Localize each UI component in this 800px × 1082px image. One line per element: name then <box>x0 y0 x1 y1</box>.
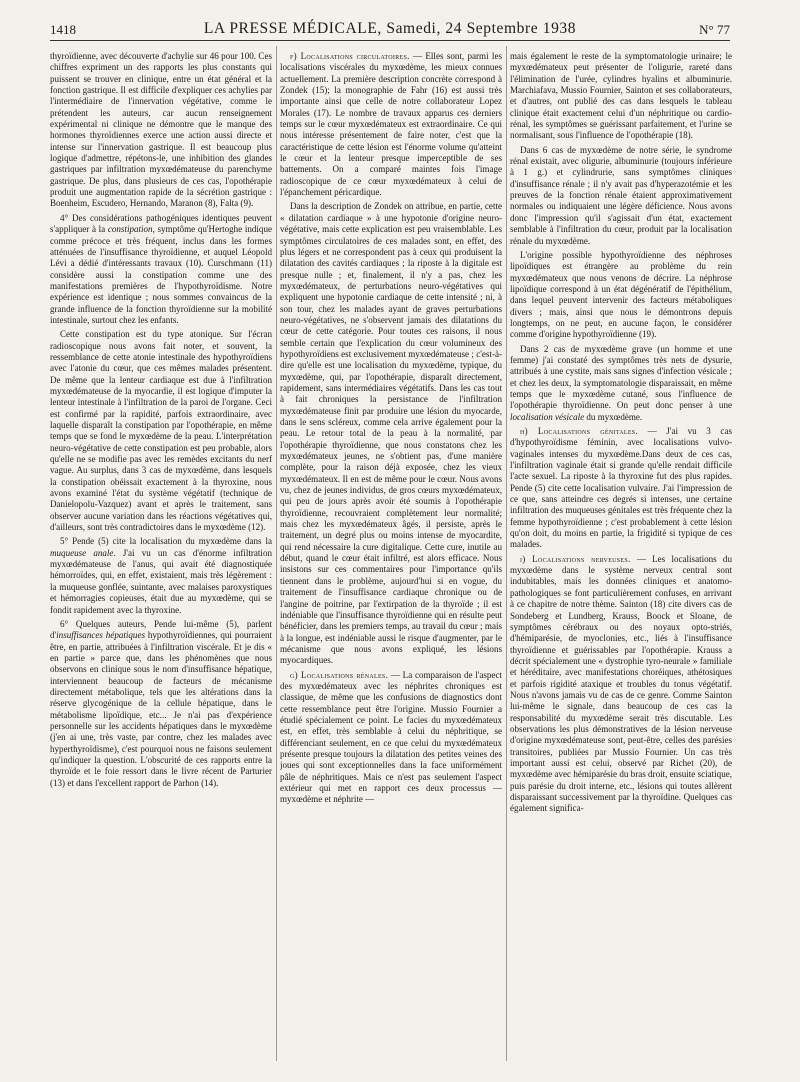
section-paragraph: i) Localisations nerveuses. — Les localisations du myxœdème dans le système nerveux central sont indubitables, mais les données cliniques et anatomo-pathologiques se font particulièrement confuses, en arrivant à ce chapitre de notre thème. Sainton (18) cite divers cas de Sondeberg et Lundberg, Krauss, Boock et Sloane, de symptômes cérébraux ou des noyaux opto-striés, d'hémiparésie, de myoclonies, etc., liés à l'insuffisance thyroïdienne et guérissables par l'opothérapie. Krauss a décrit spécialement une « dystrophie tyro-neurale » familiale et héréditaire, avec manifestations choréiques, athétosiques et parfois rigidité ataxique et troubles du tonus végétatif. Nous n'avons jamais vu de cas de ce genre. Comme Sainton lui-même le signale, dans beaucoup de ces cas la responsabilité du myxœdème serait très discutable. Les observations les plus démonstratives de la lésion nerveuse d'origine myxœdémateuse sont, peut-être, celles des parésies transitoires, publiées par Mussio Fournier. Un cas très important aussi est celui, observé par Richet (20), de myxœdème avec hémiparésie du bras droit, ensuite sciatique, puis parésie du droit interne, etc., lésions qui toutes allèrent disparaissant successivement par la thyroïdine. Quelques cas également significa- <box>510 553 732 814</box>
column-right <box>510 51 732 1071</box>
paragraph: mais également le reste de la symptomatologie urinaire; le myxœdémateux peut présenter de l'oligurie, rareté dans l'élimination de l'urée, cylindres hyalins et albuminurie. Marchiafava, Mussio Fournier, Sainton et ses collaborateurs, et d'autres, ont publié des cas dans lesquels le tableau clinique était exactement celui d'un néphritique ou cardio-rénal, les symptômes se guérissant parfaitement, et l'urine se normalisant, sous l'influence de l'opothérapie (18). <box>510 51 732 141</box>
paragraph: thyroïdienne, avec découverte d'achylie sur 46 pour 100. Ces chiffres expriment un des rapports les plus constants qui puissent se trouver en clinique, entre un état général et la fonction gastrique. Il est difficile d'expliquer ces achylies par l'intermédiaire de l'innervation végétative, comme le prétendent les auteurs, car aucun renseignement expérimental ni clinique ne démontre que le manque des hormones thyroïdiennes exerce une action aussi directe et intense sur l'innervation gastrique. Il est beaucoup plus logique d'admettre, répétons-le, une inhibition des glandes gastriques par infiltration myxœdémateuse du parenchyme gastrique. De plus, dans plusieurs de ces cas, l'opothérapie produit une augmentation rapide de la sécrétion gastrique : Boenheim, Escudero, Hernando, Maranon (8), Falta (9). <box>50 51 272 209</box>
page-number: 1418 <box>50 22 76 37</box>
paragraph: 4° Des considérations pathogéniques identiques peuvent s'appliquer à la constipation, symptôme qu'Hertoghe indique comme précoce et très fréquent, inclus dans les formes atténuées de l'insuffisance thyroïdienne, et auquel Léopold Lévi a dédié d'intéressants travaux (10). Curschmann (11) considère aussi la constipation comme une des manifestations premières de l'hypothyroïdisme. Notre expérience est identique ; nous sommes convaincus de la grande influence de la fonction thyroïdienne sur la mobilité intestinale, surtout chez les enfants. <box>50 212 272 325</box>
section-paragraph: g) Localisations rénales. — La comparaison de l'aspect des myxœdémateux avec les néphrites chroniques est classique, de même que les confusions de diagnostics dont cette ressemblance peut être l'origine. Mussio Fournier a étudié spécialement ce point. Le facies du myxœdémateux est, en effet, très semblable à celui du néphritique, se différenciant seulement, en ce que celui du myxœdémateux présente presque toujours la dilatation des petites veines des joues qui sont exceptionnelles dans la face uniformément pâle de néphritiques. Mais ce n'est pas seulement l'aspect extérieur qui met en rapport ces deux processus — myxœdème et néphrite — <box>280 669 502 805</box>
section-heading: h) Localisations génitales. <box>520 426 638 436</box>
column-left <box>50 51 272 1071</box>
header-rule <box>50 40 730 41</box>
paragraph: Dans 6 cas de myxœdème de notre série, le syndrome rénal existait, avec oligurie, albuminurie (toujours inférieure à 1 g.) et cylindrurie, sans symptômes cliniques d'insuffisance rénale ; il n'y avait pas d'hyperazotémie et les preuves de la fonction rénale étaient approximativement normales ou indiquaient une légère déficience. Nous avons donc l'impression qu'il s'agissait d'un état, exactement semblable à l'infiltration du cœur, produit par la localisation rénale du myxœdème. <box>510 144 732 246</box>
page-header <box>50 20 730 40</box>
column-divider <box>506 46 507 1061</box>
journal-title: LA PRESSE MÉDICALE, Samedi, 24 Septembre 1938 <box>203 20 577 37</box>
paragraph: 5° Pende (5) cite la localisation du myxœdème dans la muqueuse anale. J'ai vu un cas d'énorme infiltration myxœdémateuse de l'anus, qui avait été diagnostiquée hémorroïdes, qui, en effet, existaient, mais très légèrement : la muqueuse gonflée, suintante, avec malaises paroxystiques et hémorragies copieuses, était due au myxœdème, qui se fondit rapidement avec la thyroxine. <box>50 536 272 615</box>
paragraph: L'origine possible hypothyroïdienne des néphroses lipoïdiques est étrangère au problème du rein myxœdémateux que nous venons de décrire. La néphrose lipoïdique correspond à un état dégénératif de l'épithélium, dans lequel peuvent intervenir des facteurs métaboliques divers ; mais, ainsi que nous le démontrons depuis longtemps, on ne peut, en aucune façon, le considérer comme d'origine hypothyroïdienne (19). <box>510 249 732 340</box>
paragraph: 6° Quelques auteurs, Pende lui-même (5), parlent d'insuffisances hépatiques hypothyroïdiennes, qui pourraient être, en partie, attribuées à l'infiltration viscérale. Et je dis « en partie » parce que, dans les phénomènes que nous observons en clinique sous le nom d'insuffisance hépatique, interviennent beaucoup de facteurs de mécanisme directement métabolique, tels que les altérations dans la réserve glycogénique de la cellule hépatique, dans le métabolisme lipoïdique, etc... Je n'ai pas d'expérience personnelle sur les accidents hépatiques dans le myxœdème (j'en ai une, très vaste, par contre, chez les malades avec hyperthyroïdisme), c'est pourquoi nous ne faisons seulement qu'indiquer la question. L'obscurité de ces rapports entre la thyroïde et le foie ressort dans le livre récent de Parturier (13) et dans l'excellent rapport de Parhon (14). <box>50 618 272 788</box>
section-heading: g) Localisations rénales. <box>290 669 389 680</box>
paragraph: Cette constipation est du type atonique. Sur l'écran radioscopique nous avons fait noter, et souvent, la ressemblance de cette atonie intestinale des hypothyroïdiens avec l'atonie du cœur, que ces mêmes malades présentent. De même que la lenteur cardiaque est due à l'infiltration myxœdémateuse de la myocardie, il est logique d'imputer la lenteur intestinale à l'infiltration de la paroi de l'organe. Ceci est confirmé par la rapidité, parfois extraordinaire, avec laquelle disparaît la constipation par l'opothérapie, en même temps que se fond le myxœdème de la peau. L'interprétation neuro-végétative de cette constipation est peu probable, alors qu'elle ne se modifie pas avec les remèdes excitants du nerf vague. Au surplus, dans 3 cas de myxœdème, dans lesquels la constipation obéissait exactement à la thyroxine, nous avons examiné l'état du système végétatif (technique de Danielopolu-Vazquez) avant et après le traitement, sans observer aucune variation dans les réactions végétatives qui, d'ailleurs, sont très contradictoires dans le myxœdème (12). <box>50 329 272 533</box>
section-paragraph: f) Localisations circulatoires. — Elles sont, parmi les localisations viscérales du myxœdème, les mieux connues actuellement. La première description concrète correspond à Zondek (15); la monographie de Fahr (16) est aussi très importante ainsi que celle de notre collaborateur Lopez Morales (17). Le nombre de travaux apparus ces derniers temps sur le cœur myxœdémateux est extraordinaire. Ce qui nous intéresse présentement de faire noter, c'est que la caractéristique de cette lésion est l'énorme volume qu'atteint le cœur et la lenteur presque imperceptible de ses battements. On a comparé maintes fois l'image radioscopique de ce cœur myxœdémateux à celui de l'épanchement péricardique. <box>280 51 502 198</box>
paragraph: Dans 2 cas de myxœdème grave (un homme et une femme) j'ai constaté des symptômes très nets de dysurie, attribués à une cystite, mais sans signes d'infection vésicale ; et chez les deux, la symptomatologie disparaissait, en même temps que le myxœdème cutané, sous l'influence de l'opothérapie thyroïdienne. On peut donc penser à une localisation vésicale du myxœdème. <box>510 343 732 422</box>
column-divider <box>276 46 277 1061</box>
section-heading: i) Localisations nerveuses. <box>520 553 631 564</box>
paragraph: Dans la description de Zondek on attribue, en partie, cette « dilatation cardiaque » à une hypotonie d'origine neuro-végétative, mais cette explication est peu vraisemblable. Les symptômes circulatoires de ces malades sont, en effet, des plus légers et ne correspondent pas à ceux qui produisent la dilatation des cavités cardiaques ; la riposte à la digitale est presque nulle ; et, finalement, il n'y a pas, chez les myxœdémateux, de perturbations neuro-végétatives qui expliquent une hypotonie cardiaque de cette intensité ; ni, à son tour, chez les malades ayant de graves perturbations neuro-végétatives, ne s'observent jamais des dilatations du cœur de cette catégorie. Pour toutes ces raisons, il nous semble certain que l'explication du cœur volumineux des hypothyroïdiens est exclusivement myxœdémateuse ; c'est-à-dire qu'elle est une localisation du myxœdème, typique, du myxœdème, qui, par l'opothérapie, disparaît directement, rapidement, sans intermédiaires végétatifs. Dans les cas tout à fait chroniques la persistance de l'infiltration myxœdémateuse finit par produire une lésion du myocarde, dans le sens scléreux, comme cela arrive également pour la peau. Le retour total de la peau à la normalité, par l'opothérapie thyroïdienne, que nous constatons chez les myxœdémateux jeunes, ne s'obtient pas, d'une manière complète, pour la raison déjà exposée, chez les vieux myxœdémateux. Il en est de même pour le cœur. Nous avons vu, chez de jeunes individus, de gros cœurs myxœdémateux, qui peu de jours après avoir été soumis à l'opothérapie thyroïdienne, recouvraient complètement leur normalité; mais chez les myxœdémateux âgés, il persiste, après le traitement, un degré plus ou moins intense de myocardite, qui rend nécessaire la cure digitalique. Cette cure, inutile au début, quand le cœur était infiltré, est alors efficace. Nous insistons sur ces commentaires pour l'importance qu'ils tiennent dans le problème, aujourd'hui si en vogue, du traitement de l'insuffisance cardiaque chronique ou de l'angine de poitrine, par l'extirpation de la thyroïde ; il est indéniable que l'insuffisance thyroïdienne qui en résulte peut bénéficier, dans les premiers temps, au travail du cœur ; mais à la longue, est indéniable aussi le risque d'augmenter, par le mécanisme que nous avons expliqué, les lésions myocardiques. <box>280 201 502 666</box>
section-heading: f) Localisations circulatoires. <box>290 51 410 61</box>
section-paragraph: h) Localisations génitales. — J'ai vu 3 cas d'hypothyroïdisme féminin, avec localisations vulvo-vaginales intenses du myxœdème.Dans deux de ces cas, l'infiltration vaginale était si grande qu'elle rendait difficile l'acte sexuel. La riposte à la thyroxine fut des plus rapides. Pende (5) cite cette localisation vulvaire. J'ai l'impression de ce que, sans atteindre ces degrés si intenses, une certaine infiltration des muqueuses génitales est très fréquente chez la femme hypothyroïdienne ; c'est probablement à cette lésion qu'on doit, du moins en partie, la frigidité si typique de ces malades. <box>510 426 732 550</box>
issue-number: N° 77 <box>699 22 730 37</box>
column-middle <box>280 51 502 1071</box>
